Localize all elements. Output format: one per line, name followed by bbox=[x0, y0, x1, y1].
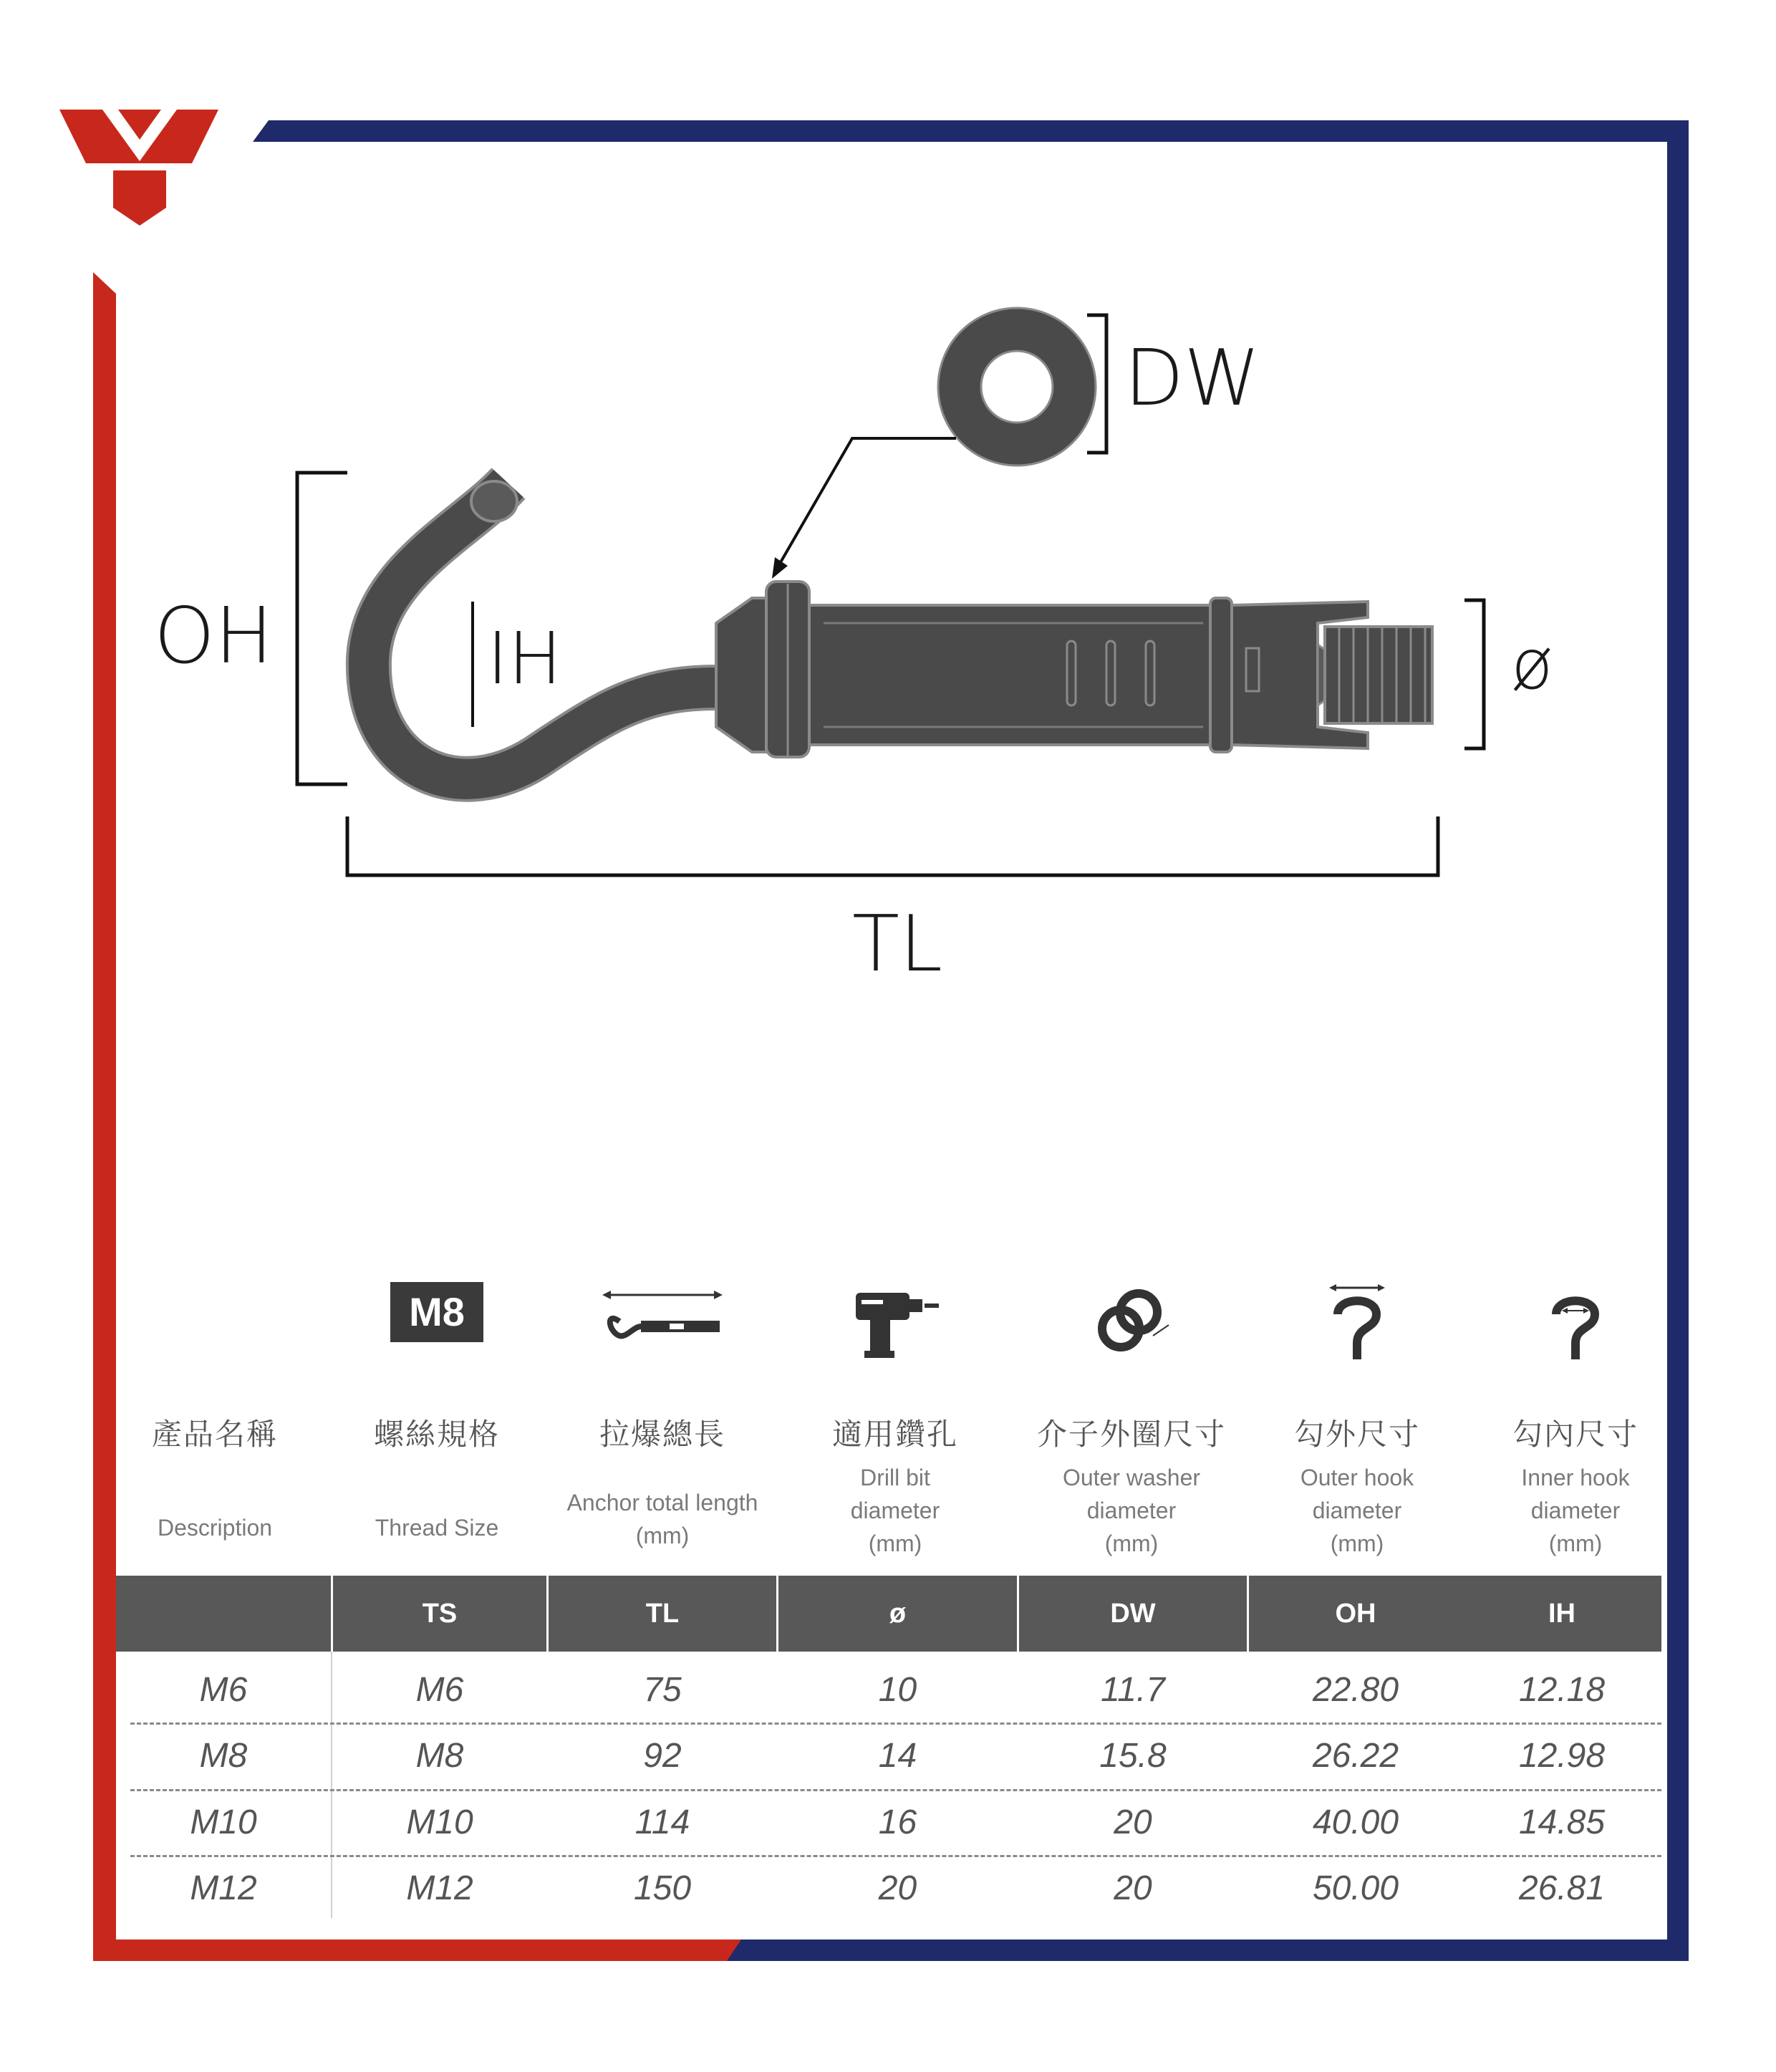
table-cell-ih: 12.18 bbox=[1518, 1671, 1606, 1709]
header-en-outer-hook: Outer hook diameter (mm) bbox=[1300, 1465, 1414, 1556]
header-cn-description: 產品名稱 bbox=[151, 1417, 278, 1451]
table-cell-description: M6 bbox=[199, 1671, 248, 1709]
table-cell-tl: 92 bbox=[643, 1737, 682, 1775]
table-header-diameter: ø bbox=[889, 1599, 907, 1629]
tl-label: TL bbox=[852, 900, 943, 989]
table-cell-tl: 150 bbox=[633, 1869, 692, 1907]
header-en-thread-size: Thread Size bbox=[375, 1515, 499, 1541]
header-cn-anchor-length: 拉爆總長 bbox=[599, 1417, 725, 1451]
washer-icon bbox=[1089, 1282, 1174, 1361]
column-header-anchor-length bbox=[555, 1282, 770, 1569]
table-cell-ih: 14.85 bbox=[1518, 1803, 1606, 1841]
outer-hook-icon bbox=[1325, 1282, 1389, 1364]
table-cell-oh: 26.22 bbox=[1312, 1737, 1399, 1775]
header-en-washer: Outer washer diameter (mm) bbox=[1062, 1465, 1201, 1556]
header-en-drill: Drill bit diameter (mm) bbox=[850, 1465, 940, 1556]
table-row bbox=[116, 1723, 1661, 1789]
header-cn-outer-hook: 勾外尺寸 bbox=[1293, 1417, 1420, 1451]
washer-arrow bbox=[781, 438, 956, 562]
diameter-label: ø bbox=[1511, 625, 1553, 705]
header-en-anchor-length: Anchor total length (mm) bbox=[566, 1490, 758, 1548]
column-header-outer-hook bbox=[1250, 1282, 1464, 1569]
header-cn-thread-size: 螺絲規格 bbox=[373, 1417, 500, 1451]
column-header-inner-hook bbox=[1468, 1282, 1683, 1569]
thread-size-icon-text: M8 bbox=[409, 1289, 465, 1334]
table-cell-description: M10 bbox=[190, 1803, 257, 1841]
table-cell-ts: M10 bbox=[406, 1803, 473, 1841]
table-cell-oh: 50.00 bbox=[1312, 1869, 1399, 1907]
table-cell-ih: 26.81 bbox=[1518, 1869, 1606, 1907]
table-header-tl: TL bbox=[645, 1599, 680, 1629]
table-cell-diameter: 16 bbox=[878, 1803, 917, 1841]
header-cn-washer: 介子外圈尺寸 bbox=[1036, 1417, 1226, 1451]
oh-label: OH bbox=[154, 592, 274, 681]
table-cell-ts: M8 bbox=[415, 1737, 464, 1775]
table-cell-tl: 75 bbox=[643, 1671, 682, 1709]
table-cell-description: M8 bbox=[199, 1737, 248, 1775]
column-header-drill bbox=[788, 1282, 1003, 1569]
header-en-inner-hook: Inner hook diameter (mm) bbox=[1521, 1465, 1630, 1556]
table-cell-ts: M12 bbox=[406, 1869, 473, 1907]
diameter-bracket bbox=[1464, 600, 1484, 748]
table-header-cell bbox=[116, 1576, 331, 1652]
table-row bbox=[116, 1790, 1661, 1856]
table-header-dw: DW bbox=[1110, 1599, 1156, 1629]
thread-size-icon bbox=[390, 1282, 483, 1342]
thread-shape bbox=[1325, 627, 1432, 723]
inner-hook-icon bbox=[1543, 1282, 1608, 1364]
table-cell-dw: 11.7 bbox=[1101, 1671, 1165, 1709]
table-header-oh: OH bbox=[1335, 1599, 1376, 1629]
header-cn-drill: 適用鑽孔 bbox=[831, 1417, 958, 1451]
table-header-ts: TS bbox=[422, 1599, 458, 1629]
sleeve-shape bbox=[809, 605, 1217, 745]
table-cell-dw: 15.8 bbox=[1099, 1737, 1167, 1775]
column-header-description bbox=[107, 1282, 322, 1569]
table-cell-tl: 114 bbox=[634, 1803, 690, 1841]
nut-shape bbox=[716, 598, 766, 752]
oh-bracket bbox=[297, 473, 347, 784]
table-cell-dw: 20 bbox=[1114, 1803, 1152, 1841]
drill-icon bbox=[849, 1282, 942, 1361]
table-cell-ts: M6 bbox=[415, 1671, 464, 1709]
table-cell-description: M12 bbox=[190, 1869, 257, 1907]
dw-label: DW bbox=[1124, 334, 1260, 423]
table-cell-diameter: 10 bbox=[878, 1671, 917, 1709]
washer-shape bbox=[960, 329, 1074, 444]
header-cn-inner-hook: 勾內尺寸 bbox=[1512, 1417, 1639, 1451]
table-row bbox=[116, 1657, 1661, 1723]
anchor-length-icon bbox=[598, 1282, 727, 1346]
table-cell-oh: 40.00 bbox=[1312, 1803, 1399, 1841]
table-row bbox=[116, 1856, 1661, 1922]
table-cell-diameter: 20 bbox=[878, 1869, 917, 1907]
navy-border-bottom bbox=[720, 1940, 1689, 1961]
red-border-bottom bbox=[93, 1940, 741, 1961]
header-en-description: Description bbox=[157, 1515, 273, 1541]
table-cell-ih: 12.98 bbox=[1518, 1737, 1606, 1775]
table-cell-oh: 22.80 bbox=[1312, 1671, 1399, 1709]
ih-label: IH bbox=[487, 617, 562, 700]
column-header-washer bbox=[1024, 1282, 1239, 1569]
table-cell-dw: 20 bbox=[1114, 1869, 1152, 1907]
column-header-thread-size bbox=[329, 1282, 544, 1569]
table-header-row bbox=[116, 1576, 1661, 1652]
table-header-ih: IH bbox=[1548, 1599, 1575, 1629]
tl-bracket bbox=[347, 816, 1438, 875]
table-cell-diameter: 14 bbox=[878, 1737, 917, 1775]
